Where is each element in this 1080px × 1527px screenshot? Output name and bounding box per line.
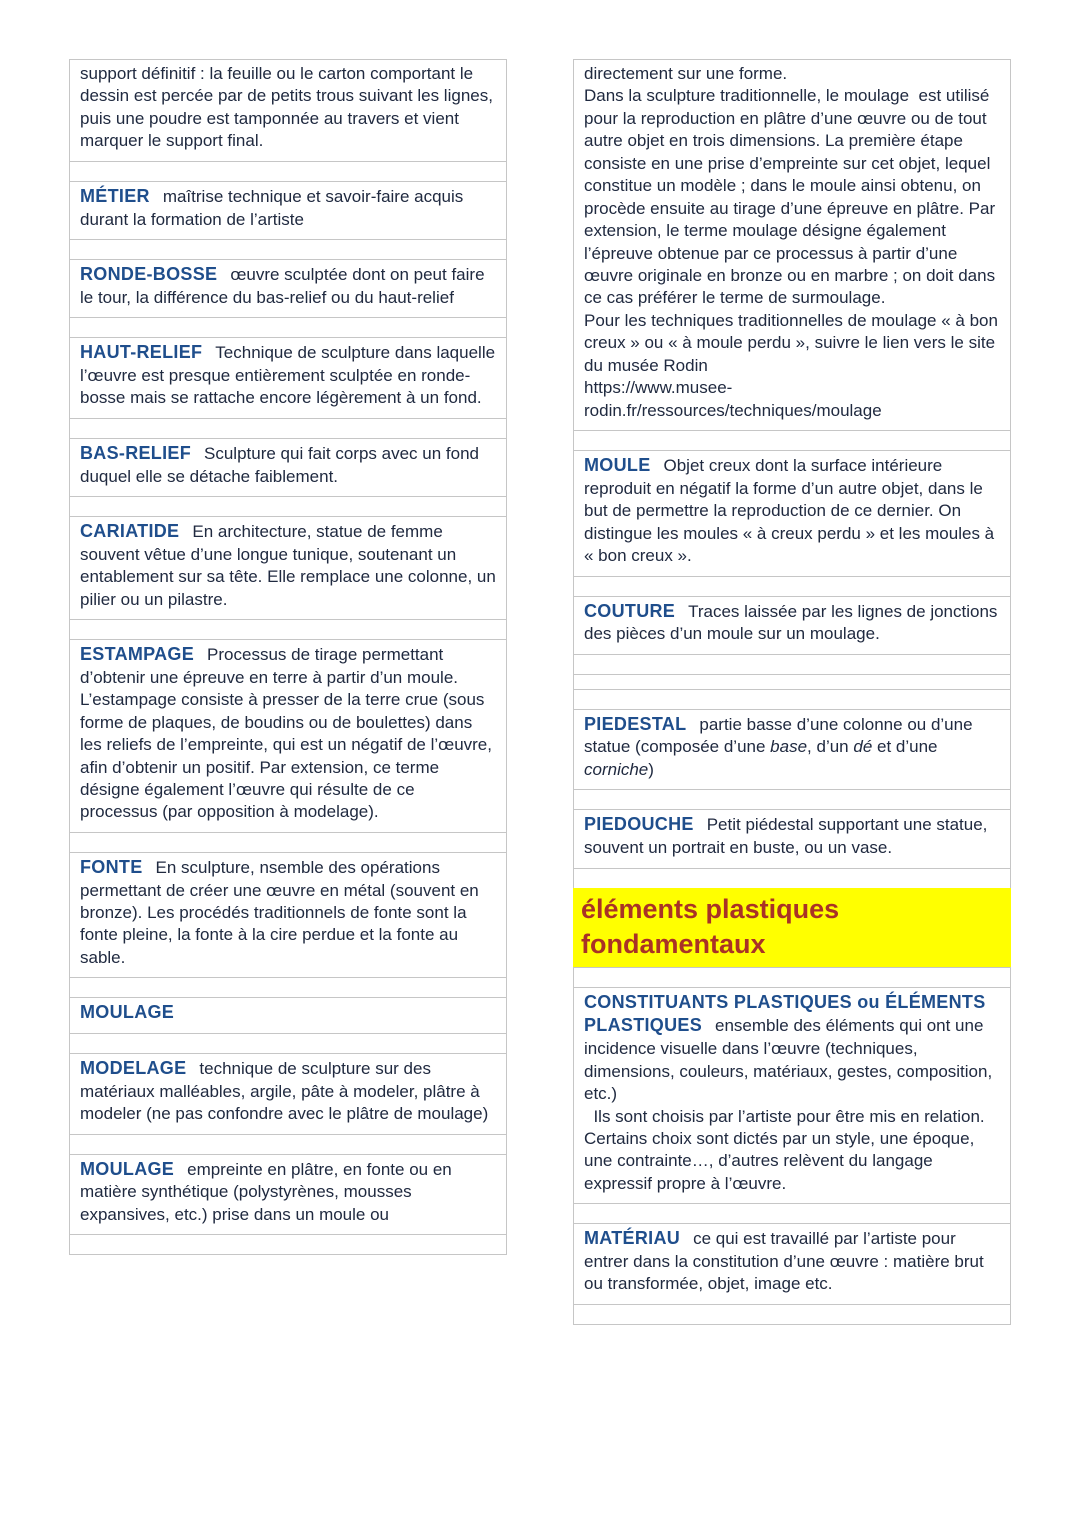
empty-cell bbox=[573, 674, 1011, 690]
glossary-entry bbox=[69, 59, 507, 162]
row-spacer bbox=[69, 619, 507, 640]
glossary-term: MÉTIER bbox=[80, 185, 150, 206]
entry-text bbox=[80, 1158, 496, 1227]
row-spacer bbox=[69, 496, 507, 517]
entry-text bbox=[584, 600, 1003, 646]
glossary-entry bbox=[69, 337, 507, 419]
entry-text bbox=[80, 520, 501, 611]
glossary-term: ESTAMPAGE bbox=[80, 644, 195, 664]
glossary-entry bbox=[573, 59, 1011, 431]
text-run: technique de sculpture sur des matériaux malléables, argile, pâte à modeler, plâtre à modeler (ne pas confondre avec le plâtre de moulage) bbox=[80, 1059, 489, 1124]
text-run: En architecture, statue de femme souvent vêtue d’une longue tunique, soutenant un entablement sur sa tête. Elle remplace une colonne, un pilier ou un pilastre. bbox=[80, 521, 501, 609]
text-run: et d’une bbox=[872, 737, 943, 757]
text-run: En sculpture, nsemble des opérations permettant de créer une œuvre en métal (souvent en bronze). Les procédés traditionnels de fonte sont la fonte pleine, la fonte à la cire perdue et la fonte au sable. bbox=[80, 857, 484, 967]
entry-text bbox=[584, 1106, 1000, 1196]
entry-text bbox=[584, 813, 1000, 859]
text-run: Ils sont choisis par l’artiste pour être mis en relation. Certains choix sont dictés par un style, une époque, une contrainte…, d’autres relèvent du langage expressif propre à l’œuvre. bbox=[584, 1106, 990, 1193]
row-spacer bbox=[573, 868, 1011, 889]
glossary-entry bbox=[69, 181, 507, 240]
text-run: Petit piédestal supportant une statue, souvent un portrait en buste, ou un vase. bbox=[584, 815, 993, 858]
entry-text bbox=[80, 856, 496, 970]
glossary-entry bbox=[69, 259, 507, 318]
text-run: empreinte en plâtre, en fonte ou en matière synthétique (polystyrènes, mousses expansives, etc.) prise dans un moule ou bbox=[80, 1159, 457, 1224]
glossary-term: CARIATIDE bbox=[80, 520, 180, 541]
text-run: support définitif : la feuille ou le carton comportant le dessin est percée par de petits trous suivant les lignes, puis une poudre est tamponnée au travers et vient marquer le support final. bbox=[80, 64, 498, 151]
row-spacer bbox=[573, 576, 1011, 597]
row-spacer bbox=[69, 1234, 507, 1255]
entry-text bbox=[80, 442, 496, 488]
glossary-term: CONSTITUANTS PLASTIQUES ou ÉLÉMENTS PLASTIQUES bbox=[584, 991, 991, 1036]
text-run: maîtrise technique et savoir-faire acquis durant la formation de l’artiste bbox=[80, 186, 469, 229]
row-spacer bbox=[573, 1203, 1011, 1224]
entry-text bbox=[80, 1001, 496, 1025]
text-run: partie basse d’une colonne ou d’une statue (composée d’une bbox=[584, 714, 978, 757]
row-spacer bbox=[573, 430, 1011, 451]
text-run: Dans la sculpture traditionnelle, le moulage est utilisé pour la reproduction en plâtre d’une œuvre ou de tout autre objet en trois dimensions. La première étape consiste en une prise d’empreinte sur cet objet, lequel constitue un modèle ; dans le moule ainsi obtenu, on procède ensuite au tirage d’une épreuve en plâtre. Par extension, le terme moulage désigne également l’épreuve obtenue par ce processus à partir d’une œuvre originale en bronze ou en marbre ; on doit dans ce cas préférer le terme de surmoulage. bbox=[584, 86, 1000, 308]
glossary-term: BAS-RELIEF bbox=[80, 442, 191, 463]
entry-text bbox=[584, 377, 1000, 422]
text-run: dé bbox=[853, 737, 873, 757]
entry-text bbox=[584, 85, 1000, 309]
glossary-entry bbox=[69, 516, 507, 620]
glossary-term: FONTE bbox=[80, 856, 143, 877]
text-run: ensemble des éléments qui ont une incidence visuelle dans l’œuvre (techniques, dimensions, couleurs, matériaux, gestes, composition, etc.) bbox=[584, 1016, 997, 1104]
glossary-term: PIEDOUCHE bbox=[584, 814, 694, 835]
text-run: ce qui est travaillé par l’artiste pour entrer dans la constitution d’une œuvre : matière brut ou transformée, objet, image etc. bbox=[584, 1229, 989, 1294]
row-spacer bbox=[69, 1134, 507, 1155]
glossary-entry bbox=[69, 639, 507, 833]
row-spacer bbox=[573, 789, 1011, 810]
glossary-entry bbox=[69, 1053, 507, 1135]
glossary-entry bbox=[69, 1154, 507, 1236]
text-run: Objet creux dont la surface intérieure reproduit en négatif la forme d’un autre objet, dans le but de permettre la reproduction de ce dernier. On distingue les moules « à creux perdu » et les moules à « bon creux ». bbox=[584, 456, 999, 566]
row-spacer bbox=[573, 967, 1011, 988]
text-run: Technique de sculpture dans laquelle l’œuvre est presque entièrement sculptée en ronde-bosse mais se rattache encore légèrement à un fond. bbox=[80, 343, 500, 408]
text-run: Processus de tirage permettant d’obtenir une épreuve en terre à partir d’un moule. L’estampage consiste à presser de la terre crue (sous forme de plaques, de boudins ou de boulettes) dans les reliefs de l’empreinte, qui est un négatif de l’œuvre, afin d’obtenir un positif. Par extension, ce terme désigne également l’œuvre qui résulte de ce processus (par opposition à modelage). bbox=[80, 645, 497, 822]
row-spacer bbox=[69, 1033, 507, 1054]
row-spacer bbox=[69, 418, 507, 439]
text-run: directement sur une forme. bbox=[584, 64, 788, 83]
glossary-entry bbox=[573, 809, 1011, 868]
glossary-term: MOULAGE bbox=[80, 1158, 175, 1179]
glossary-term: MATÉRIAU bbox=[584, 1228, 681, 1249]
glossary-entry bbox=[573, 709, 1011, 791]
text-run: Traces laissée par les lignes de jonctions des pièces d’un moule sur un moulage. bbox=[584, 601, 1003, 644]
row-spacer bbox=[573, 1304, 1011, 1325]
musee-rodin-link[interactable]: https://www.musee-rodin.fr/ressources/techniques/moulage bbox=[584, 378, 882, 420]
entry-text bbox=[80, 341, 500, 410]
section-heading: éléments plastiques fondamentaux bbox=[573, 888, 1011, 968]
glossary-term: RONDE-BOSSE bbox=[80, 263, 218, 284]
glossary-entry bbox=[573, 450, 1011, 577]
glossary-term: MOULE bbox=[584, 455, 651, 475]
text-run: Sculpture qui fait corps avec un fond duquel elle se détache faiblement. bbox=[80, 443, 484, 486]
entry-text bbox=[80, 263, 496, 309]
row-spacer bbox=[69, 832, 507, 853]
text-run: base bbox=[770, 737, 808, 757]
glossary-entry bbox=[573, 987, 1011, 1205]
row-spacer bbox=[69, 161, 507, 182]
entry-text bbox=[584, 310, 1003, 377]
entry-text bbox=[584, 63, 1000, 85]
text-run: Pour les techniques traditionnelles de moulage « à bon creux » ou « à moule perdu », suivre le lien vers le site du musée Rodin bbox=[584, 310, 1003, 375]
row-spacer bbox=[69, 239, 507, 260]
glossary-entry bbox=[573, 1223, 1011, 1305]
glossary-term: MOULAGE bbox=[80, 1002, 175, 1023]
glossary-entry bbox=[69, 438, 507, 497]
glossary-entry bbox=[573, 596, 1011, 655]
glossary-entry bbox=[69, 852, 507, 979]
row-spacer bbox=[69, 977, 507, 998]
text-run: corniche bbox=[584, 759, 649, 779]
row-spacer bbox=[69, 317, 507, 338]
text-run: ) bbox=[648, 759, 654, 779]
glossary-term: HAUT-RELIEF bbox=[80, 342, 203, 363]
glossary-term: COUTURE bbox=[584, 600, 676, 621]
glossary-term: PIEDESTAL bbox=[584, 713, 687, 734]
entry-text bbox=[80, 643, 496, 824]
text-run: œuvre sculptée dont on peut faire le tour, la différence du bas-relief ou du haut-relief bbox=[80, 264, 490, 307]
entry-text bbox=[80, 1057, 496, 1126]
entry-text bbox=[584, 1227, 1000, 1296]
left-column bbox=[69, 60, 507, 1503]
right-column bbox=[573, 60, 1011, 1503]
entry-text bbox=[80, 185, 496, 231]
text-run: , d’un bbox=[807, 737, 854, 757]
glossary-term: MODELAGE bbox=[80, 1058, 187, 1079]
glossary-entry bbox=[69, 997, 507, 1034]
entry-text bbox=[584, 454, 1000, 568]
entry-text bbox=[584, 713, 1000, 782]
row-spacer bbox=[573, 689, 1011, 710]
entry-text bbox=[584, 991, 1000, 1106]
row-spacer bbox=[573, 654, 1011, 675]
entry-text bbox=[80, 63, 496, 153]
